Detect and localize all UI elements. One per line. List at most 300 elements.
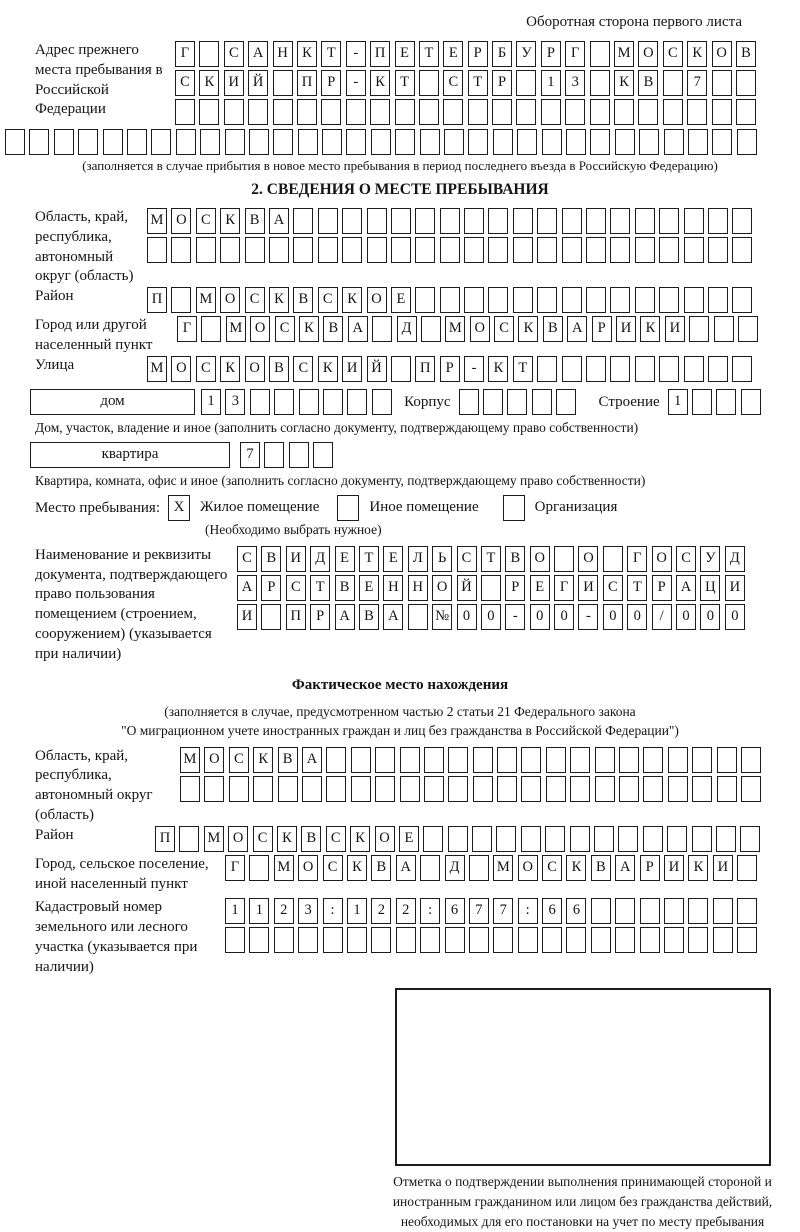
char-cell [371, 927, 391, 953]
char-cell [367, 237, 387, 263]
char-cell [570, 747, 590, 773]
char-cell [741, 747, 761, 773]
char-cell [732, 237, 752, 263]
char-cell: Е [530, 575, 550, 601]
char-cell: К [342, 287, 362, 313]
char-cell [664, 129, 684, 155]
char-cell [289, 442, 309, 468]
option-other-premises-label: Иное помещение [369, 499, 479, 516]
char-cell: О [578, 546, 598, 572]
char-cell [712, 70, 732, 96]
char-cell: С [275, 316, 295, 342]
char-cell: Г [177, 316, 197, 342]
char-cell: Н [408, 575, 428, 601]
char-cell [566, 927, 586, 953]
char-cell [468, 129, 488, 155]
char-cell [273, 70, 293, 96]
char-cell [200, 129, 220, 155]
char-cell: 7 [687, 70, 707, 96]
char-cell: Г [554, 575, 574, 601]
char-cell [424, 776, 444, 802]
char-cell [708, 237, 728, 263]
house-box-label: дом [30, 389, 195, 415]
char-cell [264, 442, 284, 468]
region-row-1 [147, 208, 757, 234]
char-cell: Е [395, 41, 415, 67]
char-cell [716, 389, 736, 415]
char-cell [323, 927, 343, 953]
char-cell: К [269, 287, 289, 313]
char-cell: Й [248, 70, 268, 96]
char-cell [517, 129, 537, 155]
char-cell [513, 208, 533, 234]
char-cell [615, 129, 635, 155]
char-cell [395, 129, 415, 155]
char-cell [248, 99, 268, 125]
prev-address-row-3 [175, 99, 760, 125]
char-cell [273, 129, 293, 155]
char-cell: Е [359, 575, 379, 601]
char-cell [351, 776, 371, 802]
char-cell: В [323, 316, 343, 342]
char-cell: 3 [225, 389, 245, 415]
char-cell: О [250, 316, 270, 342]
char-cell: К [688, 855, 708, 881]
char-cell: Г [565, 41, 585, 67]
char-cell: О [530, 546, 550, 572]
char-cell [545, 826, 565, 852]
char-cell: В [505, 546, 525, 572]
char-cell [469, 927, 489, 953]
actual-district-label: Район [35, 826, 74, 843]
char-cell [245, 237, 265, 263]
city-block [0, 316, 800, 356]
char-cell [741, 389, 761, 415]
apartment-row [240, 442, 338, 468]
char-cell: 0 [530, 604, 550, 630]
char-cell: М [204, 826, 224, 852]
char-cell [518, 927, 538, 953]
char-cell [619, 776, 639, 802]
char-cell: А [676, 575, 696, 601]
char-cell: Р [640, 855, 660, 881]
char-cell: М [147, 208, 167, 234]
char-cell [663, 70, 683, 96]
char-cell: Р [440, 356, 460, 382]
char-cell [127, 129, 147, 155]
char-cell [741, 776, 761, 802]
char-cell: Н [383, 575, 403, 601]
actual-region-row-2 [180, 776, 765, 802]
char-cell [595, 776, 615, 802]
char-cell [224, 99, 244, 125]
char-cell: И [725, 575, 745, 601]
char-cell [420, 927, 440, 953]
char-cell: С [196, 208, 216, 234]
char-cell: Т [321, 41, 341, 67]
char-cell [421, 316, 441, 342]
char-cell: О [171, 356, 191, 382]
char-cell [391, 356, 411, 382]
char-cell [420, 855, 440, 881]
char-cell [299, 389, 319, 415]
char-cell [302, 776, 322, 802]
char-cell [468, 99, 488, 125]
region-block [0, 208, 800, 287]
char-cell [318, 208, 338, 234]
char-cell: С [326, 826, 346, 852]
char-cell [687, 99, 707, 125]
char-cell [293, 237, 313, 263]
char-cell [507, 389, 527, 415]
prev-address-label: Адрес прежнего места пребывания в Российской Федерации [35, 42, 163, 118]
char-cell: Т [310, 575, 330, 601]
char-cell [659, 208, 679, 234]
char-cell [736, 99, 756, 125]
char-cell: К [370, 70, 390, 96]
char-cell: Г [225, 855, 245, 881]
char-cell: В [301, 826, 321, 852]
char-cell: О [245, 356, 265, 382]
char-cell: Р [492, 70, 512, 96]
char-cell: Р [468, 41, 488, 67]
char-cell: С [229, 747, 249, 773]
char-cell [326, 776, 346, 802]
char-cell [639, 129, 659, 155]
char-cell [78, 129, 98, 155]
char-cell [199, 99, 219, 125]
char-cell [423, 826, 443, 852]
region-grid [147, 208, 757, 266]
char-cell [179, 826, 199, 852]
document-row-2 [237, 575, 749, 601]
char-cell [419, 99, 439, 125]
char-cell [618, 826, 638, 852]
char-cell [346, 129, 366, 155]
checkbox-organization [503, 495, 525, 521]
char-cell [415, 287, 435, 313]
char-cell: К [297, 41, 317, 67]
char-cell: Т [359, 546, 379, 572]
actual-city-label: Город, сельское поселение, иной населенный пункт [35, 855, 209, 892]
char-cell: В [543, 316, 563, 342]
char-cell: М [147, 356, 167, 382]
char-cell [445, 927, 465, 953]
char-cell: П [286, 604, 306, 630]
char-cell: Р [310, 604, 330, 630]
actual-location-title: Фактическое место нахождения [291, 676, 509, 693]
char-cell [732, 287, 752, 313]
char-cell: Р [652, 575, 672, 601]
char-cell [562, 356, 582, 382]
char-cell [708, 356, 728, 382]
char-cell [249, 129, 269, 155]
char-cell [635, 237, 655, 263]
char-cell [171, 237, 191, 263]
actual-region-row-1 [180, 747, 765, 773]
char-cell: М [226, 316, 246, 342]
char-cell [521, 826, 541, 852]
cadastral-block [0, 898, 800, 977]
char-cell [293, 208, 313, 234]
char-cell: А [302, 747, 322, 773]
street-row [147, 356, 757, 382]
char-cell [659, 237, 679, 263]
char-cell [603, 546, 623, 572]
char-cell: 7 [493, 898, 513, 924]
char-cell: В [591, 855, 611, 881]
page-title: Оборотная сторона первого листа [526, 14, 742, 30]
char-cell [521, 747, 541, 773]
char-cell: С [542, 855, 562, 881]
prev-address-row-1 [175, 41, 760, 67]
char-cell: Т [481, 546, 501, 572]
district-row [147, 287, 757, 313]
char-cell: М [445, 316, 465, 342]
char-cell: У [700, 546, 720, 572]
char-cell: - [464, 356, 484, 382]
char-cell: И [664, 855, 684, 881]
char-cell: 7 [469, 898, 489, 924]
document-row-3 [237, 604, 749, 630]
char-cell [667, 826, 687, 852]
char-cell [688, 898, 708, 924]
char-cell [663, 99, 683, 125]
char-cell [278, 776, 298, 802]
char-cell [737, 898, 757, 924]
char-cell: К [220, 208, 240, 234]
char-cell: К [687, 41, 707, 67]
char-cell: В [736, 41, 756, 67]
char-cell [516, 70, 536, 96]
char-cell: И [713, 855, 733, 881]
char-cell: М [274, 855, 294, 881]
char-cell [542, 927, 562, 953]
char-cell: 7 [240, 442, 260, 468]
char-cell: А [567, 316, 587, 342]
char-cell [371, 129, 391, 155]
char-cell: 0 [481, 604, 501, 630]
char-cell [180, 776, 200, 802]
char-cell [375, 776, 395, 802]
char-cell [610, 208, 630, 234]
char-cell [297, 99, 317, 125]
char-cell: П [147, 287, 167, 313]
char-cell: О [652, 546, 672, 572]
stroenie-label: Строение [598, 393, 660, 410]
prev-address-row-2 [175, 70, 760, 96]
cadastral-label: Кадастровый номер земельного или лесного участка (указывается при наличии) [35, 899, 198, 975]
char-cell [668, 747, 688, 773]
char-cell: О [712, 41, 732, 67]
char-cell [424, 747, 444, 773]
char-cell [537, 287, 557, 313]
char-cell [708, 287, 728, 313]
actual-location-note-2: "О миграционном учете иностранных граждан и лиц без гражданства в Российской Федерации") [121, 723, 679, 739]
char-cell: 0 [603, 604, 623, 630]
char-cell: В [335, 575, 355, 601]
char-cell [29, 129, 49, 155]
char-cell: Б [492, 41, 512, 67]
char-cell [562, 208, 582, 234]
checkbox-residential: X [168, 495, 190, 521]
char-cell: С [253, 826, 273, 852]
char-cell: В [293, 287, 313, 313]
char-cell [196, 237, 216, 263]
char-cell: 2 [274, 898, 294, 924]
char-cell [689, 316, 709, 342]
korpus-row [459, 389, 581, 415]
confirmation-stamp-note: Отметка о подтверждении выполнения принимающей стороной и иностранным гражданином или лицом без гражданства действий, необходимых для его постановки на учет по месту пребывания [392, 1173, 773, 1230]
char-cell: : [323, 898, 343, 924]
char-cell: В [245, 208, 265, 234]
char-cell: : [518, 898, 538, 924]
char-cell [521, 776, 541, 802]
char-cell: 0 [627, 604, 647, 630]
char-cell [473, 776, 493, 802]
char-cell: Т [513, 356, 533, 382]
char-cell: А [237, 575, 257, 601]
char-cell: К [199, 70, 219, 96]
char-cell: К [640, 316, 660, 342]
char-cell [375, 747, 395, 773]
char-cell [391, 237, 411, 263]
char-cell [738, 316, 758, 342]
char-cell: 0 [457, 604, 477, 630]
char-cell: Т [627, 575, 647, 601]
char-cell: М [196, 287, 216, 313]
char-cell [635, 287, 655, 313]
char-cell: К [277, 826, 297, 852]
char-cell [472, 826, 492, 852]
char-cell [556, 389, 576, 415]
char-cell [391, 208, 411, 234]
char-cell: Р [505, 575, 525, 601]
char-cell [171, 287, 191, 313]
char-cell [640, 898, 660, 924]
char-cell [586, 287, 606, 313]
char-cell: О [518, 855, 538, 881]
char-cell [440, 208, 460, 234]
char-cell: А [335, 604, 355, 630]
char-cell [565, 99, 585, 125]
char-cell [717, 776, 737, 802]
char-cell [151, 129, 171, 155]
char-cell [175, 99, 195, 125]
char-cell [351, 747, 371, 773]
char-cell: О [228, 826, 248, 852]
section2-title: 2. СВЕДЕНИЯ О МЕСТЕ ПРЕБЫВАНИЯ [251, 181, 549, 198]
char-cell [250, 389, 270, 415]
char-cell [493, 927, 513, 953]
char-cell: С [196, 356, 216, 382]
char-cell: С [443, 70, 463, 96]
char-cell [590, 41, 610, 67]
char-cell [590, 99, 610, 125]
char-cell: Д [310, 546, 330, 572]
char-cell [103, 129, 123, 155]
char-cell [736, 70, 756, 96]
char-cell: Е [391, 287, 411, 313]
char-cell: П [297, 70, 317, 96]
char-cell [684, 237, 704, 263]
char-cell: О [432, 575, 452, 601]
char-cell: И [224, 70, 244, 96]
char-cell [415, 237, 435, 263]
house-number-row [201, 389, 396, 415]
char-cell: И [286, 546, 306, 572]
city-row [177, 316, 762, 342]
stay-type-block [35, 495, 800, 521]
stroenie-row [668, 389, 766, 415]
actual-region-grid [180, 747, 765, 805]
char-cell: М [180, 747, 200, 773]
char-cell: У [516, 41, 536, 67]
char-cell: Й [457, 575, 477, 601]
char-cell: М [614, 41, 634, 67]
char-cell [713, 898, 733, 924]
char-cell [562, 237, 582, 263]
char-cell: О [220, 287, 240, 313]
korpus-label: Корпус [404, 393, 451, 410]
char-cell [372, 389, 392, 415]
char-cell [591, 898, 611, 924]
char-cell: А [383, 604, 403, 630]
char-cell [469, 855, 489, 881]
char-cell: 1 [201, 389, 221, 415]
house-block [0, 389, 800, 418]
char-cell [640, 927, 660, 953]
char-cell [481, 575, 501, 601]
char-cell [590, 70, 610, 96]
apartment-box-label: квартира [30, 442, 230, 468]
char-cell [497, 776, 517, 802]
char-cell [537, 237, 557, 263]
char-cell: Ь [432, 546, 452, 572]
char-cell [225, 927, 245, 953]
char-cell [400, 776, 420, 802]
char-cell [370, 99, 390, 125]
street-block [0, 356, 800, 385]
char-cell [347, 927, 367, 953]
cadastral-row-1 [225, 898, 762, 924]
apartment-note: Квартира, комната, офис и иное (заполнить согласно документу, подтверждающему право собственности) [35, 472, 646, 488]
char-cell: - [346, 41, 366, 67]
char-cell: В [278, 747, 298, 773]
char-cell [692, 826, 712, 852]
char-cell [322, 129, 342, 155]
char-cell [541, 99, 561, 125]
char-cell [493, 129, 513, 155]
char-cell [396, 927, 416, 953]
char-cell [513, 287, 533, 313]
char-cell: О [375, 826, 395, 852]
char-cell [570, 776, 590, 802]
apartment-block [0, 442, 800, 471]
char-cell [594, 826, 614, 852]
char-cell [732, 208, 752, 234]
char-cell: Т [395, 70, 415, 96]
char-cell: В [638, 70, 658, 96]
actual-district-row [155, 826, 765, 852]
char-cell: 6 [445, 898, 465, 924]
char-cell [542, 129, 562, 155]
char-cell: 0 [554, 604, 574, 630]
char-cell: Д [397, 316, 417, 342]
char-cell [249, 855, 269, 881]
char-cell [737, 129, 757, 155]
actual-region-label: Область, край, республика, автономный округ (область) [35, 747, 153, 824]
